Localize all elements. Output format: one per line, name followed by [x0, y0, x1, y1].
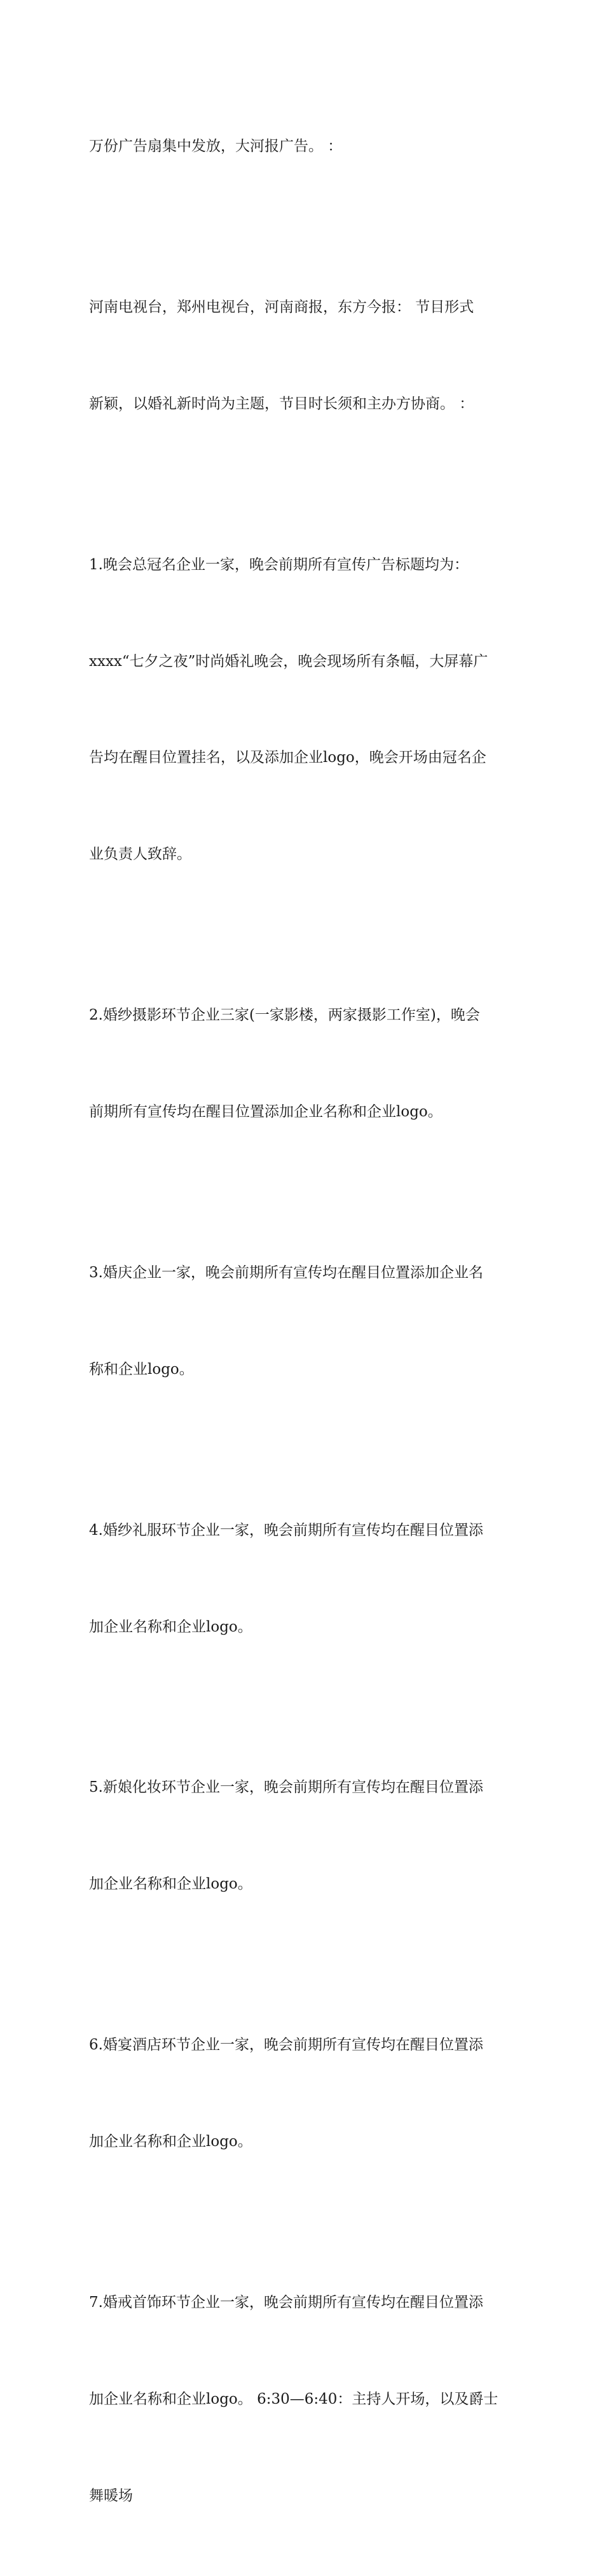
text-line: 2.婚纱摄影环节企业三家(一家影楼，两家摄影工作室)，晚会: [89, 1007, 480, 1024]
paragraph-item-6-banquet-hotel: [89, 1965, 516, 2222]
paragraph-item-5-bridal-makeup: [89, 1707, 516, 1965]
text-line: 5.新娘化妆环节企业一家，晚会前期所有宣传均在醒目位置添: [89, 1779, 483, 1796]
text-line: 舞暖场: [89, 2487, 133, 2504]
text-line: 前期所有宣传均在醒目位置添加企业名称和企业logo。: [89, 1104, 443, 1120]
paragraph-item-3-wedding-planning: [89, 1193, 516, 1450]
text-line: 新颖，以婚礼新时尚为主题，节目时长须和主办方协商。 ：: [89, 395, 474, 412]
text-line: 加企业名称和企业logo。: [89, 1618, 252, 1635]
text-line: xxxx“七夕之夜”时尚婚礼晚会，晚会现场所有条幅，大屏幕广: [89, 653, 488, 670]
document-body: [89, 66, 516, 2576]
text-line: 万份广告扇集中发放，大河报广告。 ：: [89, 138, 343, 155]
paragraph-item-1-title-sponsor: [89, 485, 516, 935]
text-line: 告均在醒目位置挂名，以及添加企业logo，晚会开场由冠名企: [89, 749, 486, 766]
text-line: 加企业名称和企业logo。 6:30—6:40：主持人开场，以及爵士: [89, 2390, 498, 2407]
paragraph-ad-fans: [89, 66, 516, 227]
text-line: 1.晚会总冠名企业一家，晚会前期所有宣传广告标题均为：: [89, 556, 469, 573]
text-line: 7.婚戒首饰环节企业一家，晚会前期所有宣传均在醒目位置添: [89, 2294, 483, 2311]
text-line: 称和企业logo。: [89, 1361, 194, 1378]
text-line: 河南电视台，郑州电视台，河南商报，东方今报： 节目形式: [89, 299, 474, 316]
text-line: 业负责人致辞。: [89, 846, 191, 863]
text-line: 4.婚纱礼服环节企业一家，晚会前期所有宣传均在醒目位置添: [89, 1521, 483, 1539]
text-line: 6.婚宴酒店环节企业一家，晚会前期所有宣传均在醒目位置添: [89, 2037, 483, 2054]
text-line: 3.婚庆企业一家，晚会前期所有宣传均在醒目位置添加企业名: [89, 1264, 483, 1281]
paragraph-item-4-bridal-gown: [89, 1450, 516, 1708]
text-line: 加企业名称和企业logo。: [89, 1876, 252, 1893]
paragraph-item-2-photography: [89, 935, 516, 1193]
paragraph-media: [89, 227, 516, 485]
text-line: 加企业名称和企业logo。: [89, 2133, 252, 2150]
paragraph-item-7-jewelry: [89, 2222, 516, 2576]
